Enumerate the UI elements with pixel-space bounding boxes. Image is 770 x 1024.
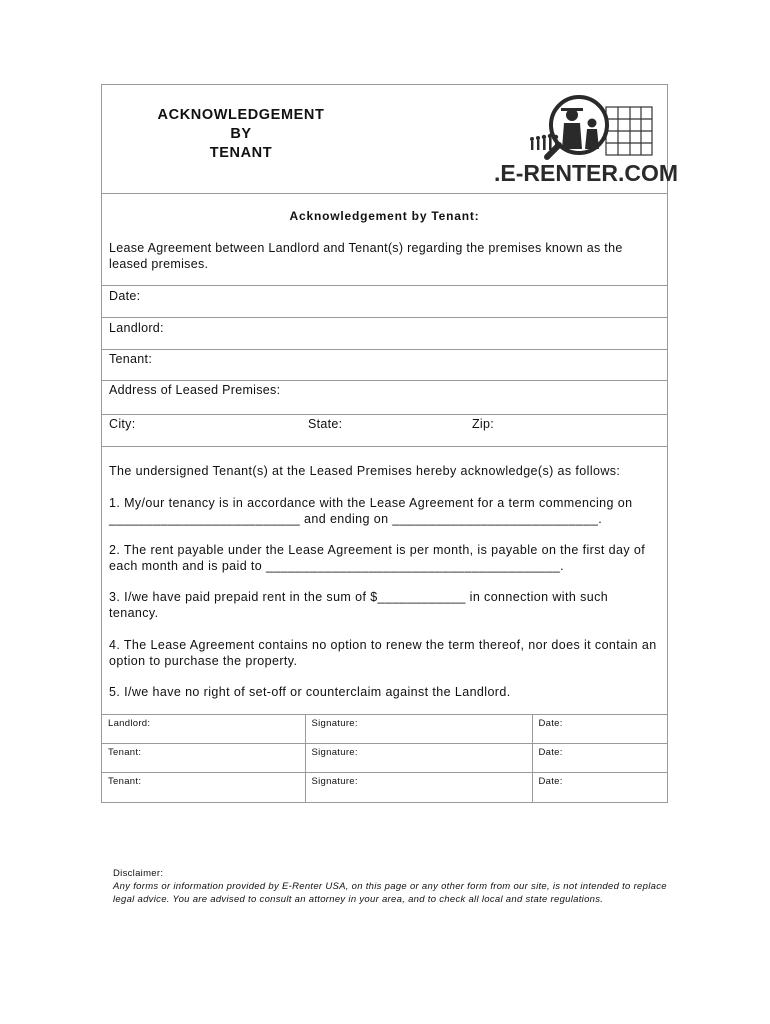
e-renter-logo — [494, 93, 678, 188]
clause-5: 5. I/we have no right of set-off or counterclaim against the Landlord. — [109, 685, 511, 699]
divider — [102, 285, 667, 286]
party-cell: Landlord: — [102, 715, 305, 744]
clause-2: 2. The rent payable under the Lease Agreement is per month, is payable on the first day of each month and is paid to ________________________________________. — [109, 543, 646, 573]
divider — [102, 380, 667, 381]
signature-table — [102, 714, 667, 802]
clause-3: 3. I/we have paid prepaid rent in the sum of $____________ in connection with such tenancy. — [109, 590, 609, 620]
form-header — [102, 85, 678, 194]
signature-cell: Signature: — [305, 715, 532, 744]
divider — [102, 414, 667, 415]
section-heading: Acknowledgement by Tenant: — [289, 209, 480, 223]
address-field-label: Address of Leased Premises: — [109, 383, 281, 397]
date-cell: Date: — [532, 715, 667, 744]
state-field-label: State: — [308, 417, 343, 431]
table-row — [102, 715, 667, 744]
date-cell: Date: — [532, 744, 667, 773]
form-title — [150, 106, 332, 163]
acknowledgement-form — [101, 84, 678, 803]
zip-field-label: Zip: — [472, 417, 495, 431]
divider — [102, 349, 667, 350]
table-row — [102, 773, 667, 802]
disclaimer-text: Any forms or information provided by E-Renter USA, on this page or any other form from our site, is not intended to replace legal advice. You are advised to consult an attorney in your area, and to check all local and state regulations. — [113, 881, 667, 905]
divider — [102, 317, 667, 318]
disclaimer-label: Disclaimer: — [113, 868, 164, 879]
party-cell: Tenant: — [102, 744, 305, 773]
logo-graphic — [494, 93, 678, 188]
clause-1: 1. My/our tenancy is in accordance with the Lease Agreement for a term commencing on __________________________ and ending on ____________________________. — [109, 496, 633, 526]
landlord-field-label: Landlord: — [109, 321, 164, 335]
signature-cell: Signature: — [305, 773, 532, 802]
disclaimer — [113, 867, 673, 906]
intro-text: Lease Agreement between Landlord and Tenant(s) regarding the premises known as the leased premises. — [109, 241, 623, 271]
divider — [102, 446, 667, 447]
clause-4: 4. The Lease Agreement contains no option to renew the term thereof, nor does it contain an option to purchase the property. — [109, 638, 657, 668]
acknowledge-intro: The undersigned Tenant(s) at the Leased Premises hereby acknowledge(s) as follows: — [109, 464, 621, 478]
table-row — [102, 744, 667, 773]
party-cell: Tenant: — [102, 773, 305, 802]
title-line-1: ACKNOWLEDGEMENT — [157, 107, 325, 123]
title-line-2: BY — [230, 126, 252, 142]
date-field-label: Date: — [109, 289, 141, 303]
city-field-label: City: — [109, 417, 136, 431]
tenant-field-label: Tenant: — [109, 352, 153, 366]
title-line-3: TENANT — [209, 145, 273, 161]
signature-cell: Signature: — [305, 744, 532, 773]
logo-text: .E-RENTER.COM — [494, 160, 678, 186]
date-cell: Date: — [532, 773, 667, 802]
